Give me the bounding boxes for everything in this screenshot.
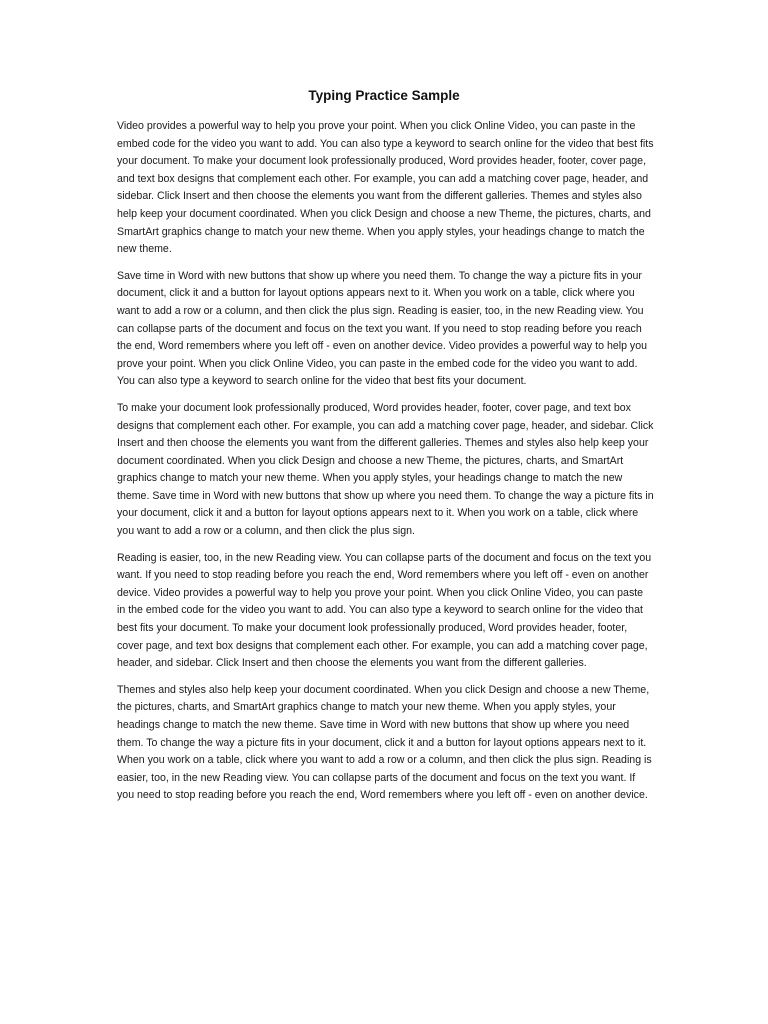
paragraph-4: Reading is easier, too, in the new Reading view. You can collapse parts of the document and focus on the text you want. If you need to stop reading before you reach the end, Word remembers where you left off - even on another device. Video provides a powerful way to help you prove your point. When you click Online Video, you can paste in the embed code for the video you want to add. You can also type a keyword to search online for the video that best fits your document. To make your document look professionally produced, Word provides header, footer, cover page, and text box designs that complement each other. For example, you can add a matching cover page, header, and sidebar. Click Insert and then choose the elements you want from the different galleries. bbox=[117, 551, 652, 670]
document-body bbox=[117, 118, 654, 814]
paragraph-3: To make your document look professionally produced, Word provides header, footer, cover page, and text box designs that complement each other. For example, you can add a matching cover page, header, and sidebar. Click Insert and then choose the elements you want from the different galleries. Themes and styles also help keep your document coordinated. When you click Design and choose a new Theme, the pictures, charts, and SmartArt graphics change to match your new theme. When you apply styles, your headings change to match the new theme. Save time in Word with new buttons that show up where you need them. To change the way a picture fits in your document, click it and a button for layout options appears next to it. When you work on a table, click where you want to add a row or a column, and then click the plus sign. bbox=[117, 401, 654, 538]
document-title: Typing Practice Sample bbox=[308, 88, 460, 103]
paragraph-2: Save time in Word with new buttons that show up where you need them. To change the way a picture fits in your document, click it and a button for layout options appears next to it. When you work on a table, click where you want to add a row or a column, and then click the plus sign. Reading is easier, too, in the new Reading view. You can collapse parts of the document and focus on the text you want. If you need to stop reading before you reach the end, Word remembers where you left off - even on another device. Video provides a powerful way to help you prove your point. When you click Online Video, you can paste in the embed code for the video you want to add. You can also type a keyword to search online for the video that best fits your document. bbox=[117, 269, 647, 388]
paragraph-1: Video provides a powerful way to help you prove your point. When you click Online Video, you can paste in the embed code for the video you want to add. You can also type a keyword to search online for the video that best fits your document. To make your document look professionally produced, Word provides header, footer, cover page, and text box designs that complement each other. For example, you can add a matching cover page, header, and sidebar. Click Insert and then choose the elements you want from the different galleries. Themes and styles also help keep your document coordinated. When you click Design and choose a new Theme, the pictures, charts, and SmartArt graphics change to match your new theme. When you apply styles, your headings change to match the new theme. bbox=[117, 120, 654, 256]
paragraph-5: Themes and styles also help keep your document coordinated. When you click Design and choose a new Theme, the pictures, charts, and SmartArt graphics change to match your new theme. When you apply styles, your headings change to match the new theme. Save time in Word with new buttons that show up where you need them. To change the way a picture fits in your document, click it and a button for layout options appears next to it. When you work on a table, click where you want to add a row or a column, and then click the plus sign. Reading is easier, too, in the new Reading view. You can collapse parts of the document and focus on the text you want. If you need to stop reading before you reach the end, Word remembers where you left off - even on another device. bbox=[117, 683, 652, 802]
